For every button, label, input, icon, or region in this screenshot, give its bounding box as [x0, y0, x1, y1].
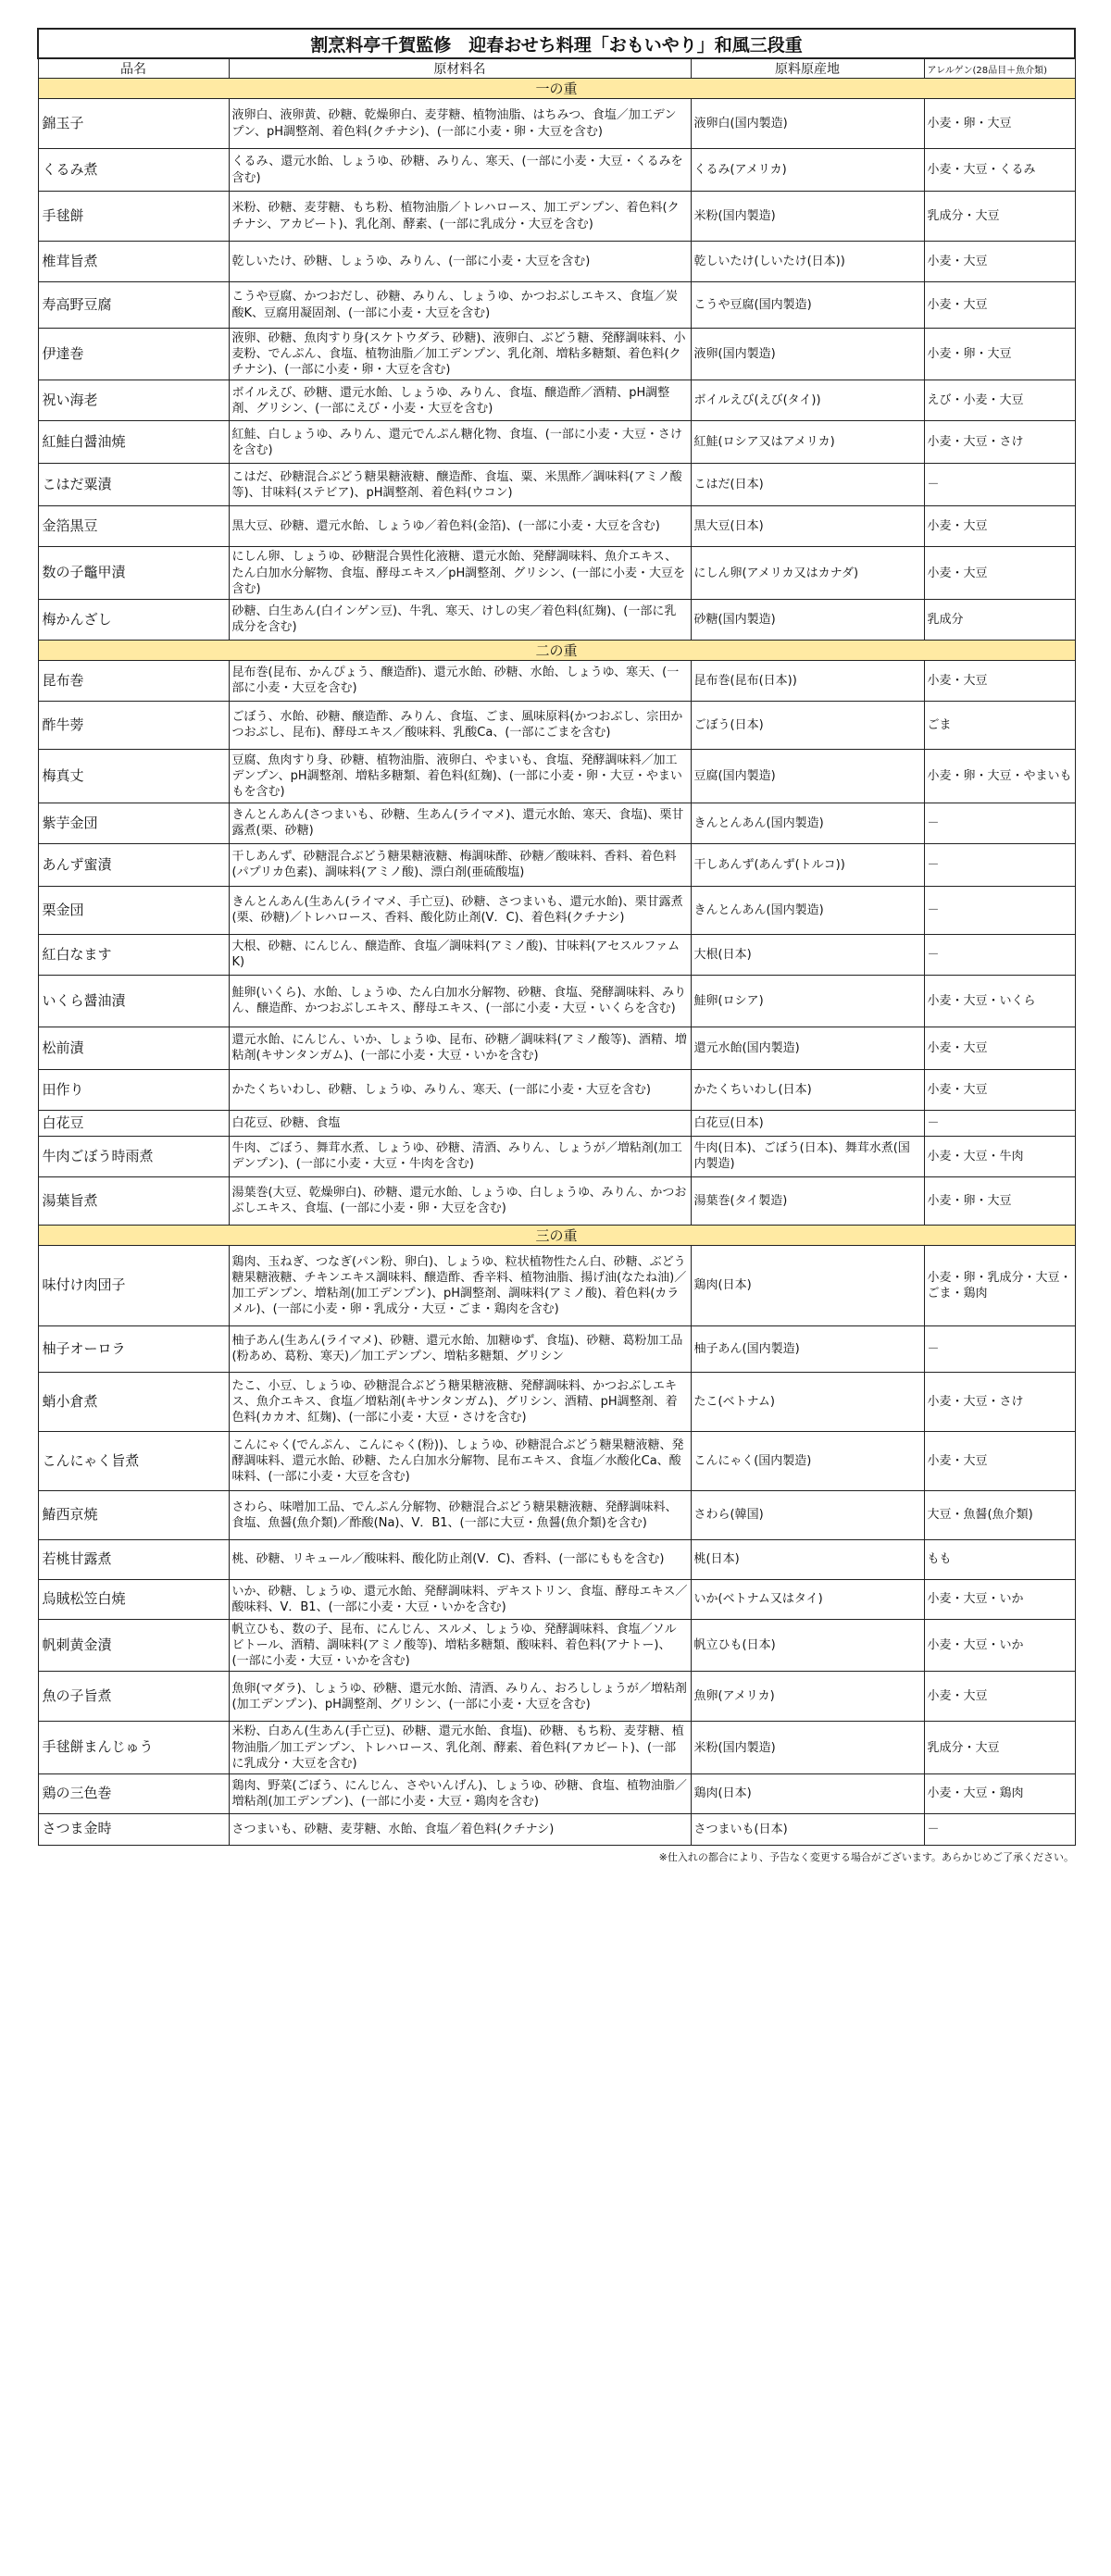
- item-name: 伊達巻: [38, 329, 229, 380]
- item-allergens: 小麦・大豆・くるみ: [924, 149, 1075, 192]
- item-origin: 干しあんず(あんず(トルコ)): [691, 843, 924, 886]
- item-name: 梅真丈: [38, 749, 229, 803]
- table-row: [38, 1069, 1075, 1110]
- item-ingredients: 干しあんず、砂糖混合ぶどう糖果糖液糖、梅調味酢、砂糖／酸味料、香料、着色料(パプリカ色素)、調味料(アミノ酸)、漂白剤(亜硫酸塩): [229, 843, 691, 886]
- item-name: 鰆西京焼: [38, 1490, 229, 1539]
- item-name: 祝い海老: [38, 380, 229, 421]
- item-ingredients: ごぼう、水飴、砂糖、醸造酢、みりん、食塩、ごま、風味原料(かつおぶし、宗田かつおぶし、昆布)、酵母エキス／酸味料、乳酸Ca、(一部にごまを含む): [229, 701, 691, 749]
- table-row: [38, 282, 1075, 329]
- item-allergens: 小麦・大豆・いか: [924, 1619, 1075, 1671]
- item-name: 数の子鼈甲漬: [38, 547, 229, 599]
- item-name: 錦玉子: [38, 99, 229, 149]
- item-ingredients: たこ、小豆、しょうゆ、砂糖混合ぶどう糖果糖液糖、発酵調味料、かつおぶしエキス、魚介エキス、食塩／増粘剤(キサンタンガム)、グリシン、酒精、pH調整剤、着色料(カカオ、紅麹)、(一部に小麦・大豆・さけを含む): [229, 1372, 691, 1431]
- item-ingredients: 鶏肉、野菜(ごぼう、にんじん、さやいんげん)、しょうゆ、砂糖、食塩、植物油脂／増粘剤(加工デンプン)、(一部に小麦・大豆・鶏肉を含む): [229, 1773, 691, 1813]
- item-name: 紫芋金団: [38, 803, 229, 843]
- section-header-row: [38, 79, 1075, 99]
- item-allergens: 小麦・大豆: [924, 506, 1075, 547]
- item-name: 白花豆: [38, 1110, 229, 1136]
- item-allergens: 小麦・卵・大豆・やまいも: [924, 749, 1075, 803]
- item-origin: 米粉(国内製造): [691, 192, 924, 242]
- table-row: [38, 1773, 1075, 1813]
- item-origin: 魚卵(アメリカ): [691, 1672, 924, 1722]
- item-allergens: 乳成分・大豆: [924, 1722, 1075, 1773]
- item-origin: 柚子あん(国内製造): [691, 1325, 924, 1372]
- item-name: 手毬餅まんじゅう: [38, 1722, 229, 1773]
- item-origin: 液卵(国内製造): [691, 329, 924, 380]
- table-row: [38, 749, 1075, 803]
- item-allergens: えび・小麦・大豆: [924, 380, 1075, 421]
- table-row: [38, 99, 1075, 149]
- item-allergens: ごま: [924, 701, 1075, 749]
- table-row: [38, 1490, 1075, 1539]
- item-allergens: 小麦・大豆: [924, 660, 1075, 701]
- table-row: [38, 1431, 1075, 1490]
- item-ingredients: ボイルえび、砂糖、還元水飴、しょうゆ、みりん、食塩、醸造酢／酒精、pH調整剤、グリシン、(一部にえび・小麦・大豆を含む): [229, 380, 691, 421]
- item-origin: 大根(日本): [691, 934, 924, 975]
- item-origin: こはだ(日本): [691, 464, 924, 506]
- item-allergens: 小麦・大豆: [924, 242, 1075, 282]
- item-ingredients: にしん卵、しょうゆ、砂糖混合異性化液糖、還元水飴、発酵調味料、魚介エキス、たん白加水分解物、食塩、酵母エキス／pH調整剤、グリシン、(一部に小麦・大豆を含む): [229, 547, 691, 599]
- item-origin: 鶏肉(日本): [691, 1245, 924, 1325]
- item-origin: 牛肉(日本)、ごぼう(日本)、舞茸水煮(国内製造): [691, 1136, 924, 1176]
- item-allergens: 乳成分: [924, 599, 1075, 640]
- section-label: 三の重: [38, 1225, 1075, 1245]
- item-ingredients: 米粉、砂糖、麦芽糖、もち粉、植物油脂／トレハロース、加工デンプン、着色料(クチナシ、アカビート)、乳化剤、酵素、(一部に乳成分・大豆を含む): [229, 192, 691, 242]
- item-name: 蛸小倉煮: [38, 1372, 229, 1431]
- item-name: 烏賊松笠白焼: [38, 1579, 229, 1619]
- item-origin: くるみ(アメリカ): [691, 149, 924, 192]
- item-origin: 液卵白(国内製造): [691, 99, 924, 149]
- item-origin: いか(ベトナム又はタイ): [691, 1579, 924, 1619]
- item-origin: 米粉(国内製造): [691, 1722, 924, 1773]
- item-ingredients: 液卵白、液卵黄、砂糖、乾燥卵白、麦芽糖、植物油脂、はちみつ、食塩／加工デンプン、pH調整剤、着色料(クチナシ)、(一部に小麦・卵・大豆を含む): [229, 99, 691, 149]
- item-name: 帆刺黄金漬: [38, 1619, 229, 1671]
- item-origin: 昆布巻(昆布(日本)): [691, 660, 924, 701]
- item-name: さつま金時: [38, 1813, 229, 1845]
- item-allergens: 小麦・大豆: [924, 547, 1075, 599]
- item-allergens: 小麦・大豆: [924, 1431, 1075, 1490]
- item-ingredients: きんとんあん(さつまいも、砂糖、生あん(ライマメ)、還元水飴、寒天、食塩)、栗甘露煮(栗、砂糖): [229, 803, 691, 843]
- item-ingredients: こはだ、砂糖混合ぶどう糖果糖液糖、醸造酢、食塩、粟、米黒酢／調味料(アミノ酸等)、甘味料(ステビア)、pH調整剤、着色料(ウコン): [229, 464, 691, 506]
- item-ingredients: 液卵、砂糖、魚肉すり身(スケトウダラ、砂糖)、液卵白、ぶどう糖、発酵調味料、小麦粉、でんぷん、食塩、植物油脂／加工デンプン、乳化剤、増粘多糖類、着色料(クチナシ)、(一部に小麦・卵・大豆を含む): [229, 329, 691, 380]
- item-origin: きんとんあん(国内製造): [691, 803, 924, 843]
- item-ingredients: 桃、砂糖、リキュール／酸味料、酸化防止剤(V．C)、香料、(一部にももを含む): [229, 1539, 691, 1579]
- item-origin: 湯葉巻(タイ製造): [691, 1176, 924, 1225]
- table-row: [38, 149, 1075, 192]
- item-allergens: 小麦・大豆: [924, 1069, 1075, 1110]
- item-allergens: 小麦・大豆・いくら: [924, 975, 1075, 1027]
- item-origin: かたくちいわし(日本): [691, 1069, 924, 1110]
- item-name: 魚の子旨煮: [38, 1672, 229, 1722]
- item-name: 寿高野豆腐: [38, 282, 229, 329]
- table-row: [38, 803, 1075, 843]
- table-row: [38, 975, 1075, 1027]
- item-allergens: 小麦・大豆・鶏肉: [924, 1773, 1075, 1813]
- item-allergens: 小麦・大豆: [924, 282, 1075, 329]
- item-allergens: －: [924, 934, 1075, 975]
- item-allergens: －: [924, 1325, 1075, 1372]
- item-origin: にしん卵(アメリカ又はカナダ): [691, 547, 924, 599]
- item-ingredients: きんとんあん(生あん(ライマメ、手亡豆)、砂糖、さつまいも、還元水飴)、栗甘露煮(栗、砂糖)／トレハロース、香料、酸化防止剤(V．C)、着色料(クチナシ): [229, 886, 691, 934]
- item-allergens: －: [924, 1110, 1075, 1136]
- item-ingredients: 鶏肉、玉ねぎ、つなぎ(パン粉、卵白)、しょうゆ、粒状植物性たん白、砂糖、ぶどう糖果糖液糖、チキンエキス調味料、醸造酢、香辛料、植物油脂、揚げ油(なたね油)／加工デンプン、増粘剤(加工デンプン)、pH調整剤、調味料(アミノ酸)、着色料(カラメル)、(一部に小麦・卵・乳成分・大豆・ごま・鶏肉を含む): [229, 1245, 691, 1325]
- item-ingredients: 乾しいたけ、砂糖、しょうゆ、みりん、(一部に小麦・大豆を含む): [229, 242, 691, 282]
- item-name: 梅かんざし: [38, 599, 229, 640]
- item-ingredients: くるみ、還元水飴、しょうゆ、砂糖、みりん、寒天、(一部に小麦・大豆・くるみを含む): [229, 149, 691, 192]
- item-origin: 乾しいたけ(しいたけ(日本)): [691, 242, 924, 282]
- item-origin: ボイルえび(えび(タイ)): [691, 380, 924, 421]
- table-row: [38, 1813, 1075, 1845]
- table-row: [38, 192, 1075, 242]
- item-ingredients: 柚子あん(生あん(ライマメ)、砂糖、還元水飴、加糖ゆず、食塩)、砂糖、葛粉加工品(粉あめ、葛粉、寒天)／加工デンプン、増粘多糖類、グリシン: [229, 1325, 691, 1372]
- item-allergens: 小麦・卵・乳成分・大豆・ごま・鶏肉: [924, 1245, 1075, 1325]
- item-ingredients: 豆腐、魚肉すり身、砂糖、植物油脂、液卵白、やまいも、食塩、発酵調味料／加工デンプン、pH調整剤、増粘多糖類、着色料(紅麹)、(一部に小麦・卵・大豆・やまいもを含む): [229, 749, 691, 803]
- item-allergens: －: [924, 843, 1075, 886]
- item-origin: 砂糖(国内製造): [691, 599, 924, 640]
- table-row: [38, 547, 1075, 599]
- item-origin: 豆腐(国内製造): [691, 749, 924, 803]
- table-row: [38, 843, 1075, 886]
- item-allergens: 小麦・大豆・牛肉: [924, 1136, 1075, 1176]
- item-name: くるみ煮: [38, 149, 229, 192]
- item-allergens: 小麦・大豆: [924, 1672, 1075, 1722]
- section-header-row: [38, 1225, 1075, 1245]
- item-name: 紅鮭白醤油焼: [38, 421, 229, 464]
- item-name: 牛肉ごぼう時雨煮: [38, 1136, 229, 1176]
- item-ingredients: こんにゃく(でんぷん、こんにゃく(粉))、しょうゆ、砂糖混合ぶどう糖果糖液糖、発酵調味料、還元水飴、砂糖、たん白加水分解物、昆布エキス、食塩／水酸化Ca、酸味料、(一部に小麦・大豆を含む): [229, 1431, 691, 1490]
- item-name: 手毬餅: [38, 192, 229, 242]
- table-row: [38, 934, 1075, 975]
- item-ingredients: 昆布巻(昆布、かんぴょう、醸造酢)、還元水飴、砂糖、水飴、しょうゆ、寒天、(一部に小麦・大豆を含む): [229, 660, 691, 701]
- table-row: [38, 329, 1075, 380]
- section-label: 一の重: [38, 79, 1075, 99]
- item-ingredients: 白花豆、砂糖、食塩: [229, 1110, 691, 1136]
- item-name: 金箔黒豆: [38, 506, 229, 547]
- table-row: [38, 886, 1075, 934]
- item-origin: さつまいも(日本): [691, 1813, 924, 1845]
- table-row: [38, 1176, 1075, 1225]
- column-header-ingredients: 原材料名: [229, 58, 691, 79]
- item-allergens: 小麦・卵・大豆: [924, 99, 1075, 149]
- table-row: [38, 660, 1075, 701]
- item-ingredients: 砂糖、白生あん(白インゲン豆)、牛乳、寒天、けしの実／着色料(紅麹)、(一部に乳成分を含む): [229, 599, 691, 640]
- column-header-name: 品名: [38, 58, 229, 79]
- item-ingredients: 大根、砂糖、にんじん、醸造酢、食塩／調味料(アミノ酸)、甘味料(アセスルファムK): [229, 934, 691, 975]
- table-row: [38, 242, 1075, 282]
- item-name: 若桃甘露煮: [38, 1539, 229, 1579]
- item-name: 湯葉旨煮: [38, 1176, 229, 1225]
- item-ingredients: さわら、味噌加工品、でんぷん分解物、砂糖混合ぶどう糖果糖液糖、発酵調味料、食塩、魚醤(魚介類)／酢酸(Na)、V．B1、(一部に大豆・魚醤(魚介類)を含む): [229, 1490, 691, 1539]
- item-ingredients: 鮭卵(いくら)、水飴、しょうゆ、たん白加水分解物、砂糖、食塩、発酵調味料、みりん、醸造酢、かつおぶしエキス、酵母エキス、(一部に小麦・大豆・いくらを含む): [229, 975, 691, 1027]
- item-allergens: もも: [924, 1539, 1075, 1579]
- item-name: 味付け肉団子: [38, 1245, 229, 1325]
- item-name: あんず蜜漬: [38, 843, 229, 886]
- table-row: [38, 1325, 1075, 1372]
- item-name: 昆布巻: [38, 660, 229, 701]
- item-name: 紅白なます: [38, 934, 229, 975]
- item-ingredients: こうや豆腐、かつおだし、砂糖、みりん、しょうゆ、かつおぶしエキス、食塩／炭酸K、豆腐用凝固剤、(一部に小麦・大豆を含む): [229, 282, 691, 329]
- item-ingredients: 湯葉巻(大豆、乾燥卵白)、砂糖、還元水飴、しょうゆ、白しょうゆ、みりん、かつおぶしエキス、食塩、(一部に小麦・卵・大豆を含む): [229, 1176, 691, 1225]
- item-origin: きんとんあん(国内製造): [691, 886, 924, 934]
- table-row: [38, 701, 1075, 749]
- item-name: 椎茸旨煮: [38, 242, 229, 282]
- item-allergens: －: [924, 886, 1075, 934]
- item-name: こはだ粟漬: [38, 464, 229, 506]
- item-name: いくら醤油漬: [38, 975, 229, 1027]
- table-row: [38, 421, 1075, 464]
- section-header-row: [38, 640, 1075, 660]
- table-row: [38, 1372, 1075, 1431]
- item-ingredients: いか、砂糖、しょうゆ、還元水飴、発酵調味料、デキストリン、食塩、酵母エキス／酸味料、V．B1、(一部に小麦・大豆・いかを含む): [229, 1579, 691, 1619]
- item-origin: 鶏肉(日本): [691, 1773, 924, 1813]
- table-body: [38, 79, 1075, 1846]
- item-allergens: 小麦・卵・大豆: [924, 1176, 1075, 1225]
- table-row: [38, 1539, 1075, 1579]
- table-row: [38, 1579, 1075, 1619]
- table-row: [38, 380, 1075, 421]
- table-row: [38, 464, 1075, 506]
- footnote: ※仕入れの都合により、予告なく変更する場合がございます。あらかじめご了承ください。: [658, 1850, 1074, 1863]
- section-label: 二の重: [38, 640, 1075, 660]
- item-origin: 紅鮭(ロシア又はアメリカ): [691, 421, 924, 464]
- item-name: 鶏の三色巻: [38, 1773, 229, 1813]
- item-origin: 白花豆(日本): [691, 1110, 924, 1136]
- item-ingredients: 還元水飴、にんじん、いか、しょうゆ、昆布、砂糖／調味料(アミノ酸等)、酒精、増粘剤(キサンタンガム)、(一部に小麦・大豆・いかを含む): [229, 1027, 691, 1069]
- page-title: 割烹料亭千賀監修 迎春おせち料理「おもいやり」和風三段重: [38, 29, 1075, 58]
- ingredients-table: [37, 28, 1076, 1846]
- item-origin: ごぼう(日本): [691, 701, 924, 749]
- item-origin: こうや豆腐(国内製造): [691, 282, 924, 329]
- table-row: [38, 1110, 1075, 1136]
- item-origin: たこ(ベトナム): [691, 1372, 924, 1431]
- item-ingredients: 紅鮭、白しょうゆ、みりん、還元でんぷん糖化物、食塩、(一部に小麦・大豆・さけを含む): [229, 421, 691, 464]
- item-origin: こんにゃく(国内製造): [691, 1431, 924, 1490]
- item-origin: 帆立ひも(日本): [691, 1619, 924, 1671]
- item-ingredients: かたくちいわし、砂糖、しょうゆ、みりん、寒天、(一部に小麦・大豆を含む): [229, 1069, 691, 1110]
- item-ingredients: 帆立ひも、数の子、昆布、にんじん、スルメ、しょうゆ、発酵調味料、食塩／ソルビトール、酒精、調味料(アミノ酸等)、増粘多糖類、酸味料、着色料(アナトー)、(一部に小麦・大豆・いかを含む): [229, 1619, 691, 1671]
- table-row: [38, 1245, 1075, 1325]
- item-allergens: －: [924, 803, 1075, 843]
- item-origin: 桃(日本): [691, 1539, 924, 1579]
- item-origin: 黒大豆(日本): [691, 506, 924, 547]
- item-name: こんにゃく旨煮: [38, 1431, 229, 1490]
- item-ingredients: 米粉、白あん(生あん(手亡豆)、砂糖、還元水飴、食塩)、砂糖、もち粉、麦芽糖、植物油脂／加工デンプン、トレハロース、乳化剤、酵素、着色料(アカビート)、(一部に乳成分・大豆を含む): [229, 1722, 691, 1773]
- item-ingredients: 黒大豆、砂糖、還元水飴、しょうゆ／着色料(金箔)、(一部に小麦・大豆を含む): [229, 506, 691, 547]
- table-row: [38, 1136, 1075, 1176]
- table-row: [38, 1619, 1075, 1671]
- item-allergens: 小麦・卵・大豆: [924, 329, 1075, 380]
- item-ingredients: 魚卵(マダラ)、しょうゆ、砂糖、還元水飴、清酒、みりん、おろししょうが／増粘剤(加工デンプン)、pH調整剤、グリシン、(一部に小麦・大豆を含む): [229, 1672, 691, 1722]
- item-allergens: －: [924, 464, 1075, 506]
- item-origin: さわら(韓国): [691, 1490, 924, 1539]
- table-row: [38, 1672, 1075, 1722]
- item-allergens: 小麦・大豆・さけ: [924, 1372, 1075, 1431]
- item-name: 栗金団: [38, 886, 229, 934]
- item-name: 松前漬: [38, 1027, 229, 1069]
- item-ingredients: さつまいも、砂糖、麦芽糖、水飴、食塩／着色料(クチナシ): [229, 1813, 691, 1845]
- table-row: [38, 1027, 1075, 1069]
- item-allergens: 小麦・大豆・さけ: [924, 421, 1075, 464]
- item-origin: 還元水飴(国内製造): [691, 1027, 924, 1069]
- item-allergens: 乳成分・大豆: [924, 192, 1075, 242]
- item-ingredients: 牛肉、ごぼう、舞茸水煮、しょうゆ、砂糖、清酒、みりん、しょうが／増粘剤(加工デンプン)、(一部に小麦・大豆・牛肉を含む): [229, 1136, 691, 1176]
- table-row: [38, 506, 1075, 547]
- column-header-row: [38, 58, 1075, 79]
- item-name: 田作り: [38, 1069, 229, 1110]
- item-origin: 鮭卵(ロシア): [691, 975, 924, 1027]
- item-allergens: 小麦・大豆・いか: [924, 1579, 1075, 1619]
- item-allergens: 大豆・魚醤(魚介類): [924, 1490, 1075, 1539]
- column-header-allergens: アレルゲン(28品目＋魚介類): [924, 58, 1075, 79]
- item-name: 柚子オーロラ: [38, 1325, 229, 1372]
- item-name: 酢牛蒡: [38, 701, 229, 749]
- item-allergens: 小麦・大豆: [924, 1027, 1075, 1069]
- column-header-origin: 原料原産地: [691, 58, 924, 79]
- table-row: [38, 1722, 1075, 1773]
- table-row: [38, 599, 1075, 640]
- item-allergens: －: [924, 1813, 1075, 1845]
